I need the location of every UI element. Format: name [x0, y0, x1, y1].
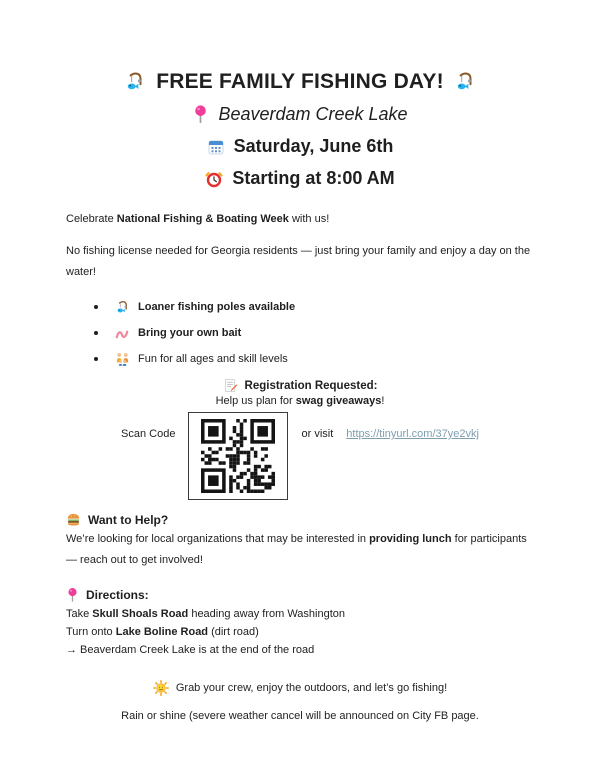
page-title: [66, 70, 534, 94]
list-item: [66, 294, 534, 320]
registration-link[interactable]: https://tinyurl.com/37ye2vkj: [346, 428, 479, 440]
location-line: [66, 104, 534, 125]
fishing-pole-icon: [124, 71, 146, 93]
bullet-dot: [94, 331, 98, 335]
registration-heading-text: Registration Requested:: [244, 379, 378, 392]
rain-or-shine-text: Rain or shine (severe weather cancel will be announced on City FB page.: [121, 710, 479, 722]
help-heading: [66, 512, 534, 527]
registration-subline: Help us plan for swag giveaways!: [215, 395, 385, 407]
location-text: Beaverdam Creek Lake: [218, 104, 408, 124]
directions-heading: [66, 587, 534, 603]
closing-line: [66, 680, 534, 696]
closing-line-text: Grab your crew, enjoy the outdoors, and let’s go fishing!: [175, 682, 448, 694]
hamburger-icon: [66, 512, 81, 527]
help-heading-text: Want to Help?: [88, 512, 169, 527]
qr-code-svg: [201, 419, 275, 493]
memo-icon: [223, 378, 238, 393]
list-item-label: Loaner fishing poles available: [138, 301, 296, 313]
fishing-pole-icon: [115, 300, 130, 315]
help-paragraph: We’re looking for local organizations that may be interested in providing lunch for participants — reach out to get involved!: [66, 533, 527, 566]
bullet-dot: [94, 357, 98, 361]
directions-heading-text: Directions:: [86, 588, 149, 602]
worm-icon: [115, 326, 130, 341]
registration-heading: [66, 378, 534, 393]
date-text: Saturday, June 6th: [233, 136, 394, 156]
time-line: [66, 168, 534, 189]
list-item: [66, 346, 534, 372]
directions-line-2: Turn onto Lake Boline Road (dirt road): [66, 626, 259, 638]
feature-list: [66, 294, 534, 372]
qr-row: [66, 412, 534, 500]
round-pushpin-icon: [66, 587, 79, 603]
celebrate-paragraph: Celebrate National Fishing & Boating Week with us!: [66, 213, 330, 225]
directions-line-3: → Beaverdam Creek Lake is at the end of the road: [66, 644, 315, 656]
license-paragraph: No fishing license needed for Georgia residents — just bring your family and enjoy a day on the water!: [66, 245, 531, 278]
date-line: [66, 136, 534, 157]
list-item-label: Bring your own bait: [138, 327, 242, 339]
sun-face-icon: [153, 680, 169, 696]
calendar-icon: [207, 138, 225, 156]
scan-code-label: Scan Code: [121, 428, 176, 440]
title-text: FREE FAMILY FISHING DAY!: [156, 70, 444, 93]
fishing-pole-icon: [454, 71, 476, 93]
alarm-clock-icon: [205, 170, 223, 188]
list-item: [66, 320, 534, 346]
family-icon: [115, 352, 130, 367]
qr-code: [188, 412, 288, 500]
round-pushpin-icon: [192, 105, 209, 124]
directions-line-1: Take Skull Shoals Road heading away from Washington: [66, 608, 345, 620]
or-visit-label: or visit: [301, 428, 334, 440]
bullet-dot: [94, 305, 98, 309]
time-text: Starting at 8:00 AM: [232, 168, 395, 188]
list-item-label: Fun for all ages and skill levels: [138, 353, 288, 365]
